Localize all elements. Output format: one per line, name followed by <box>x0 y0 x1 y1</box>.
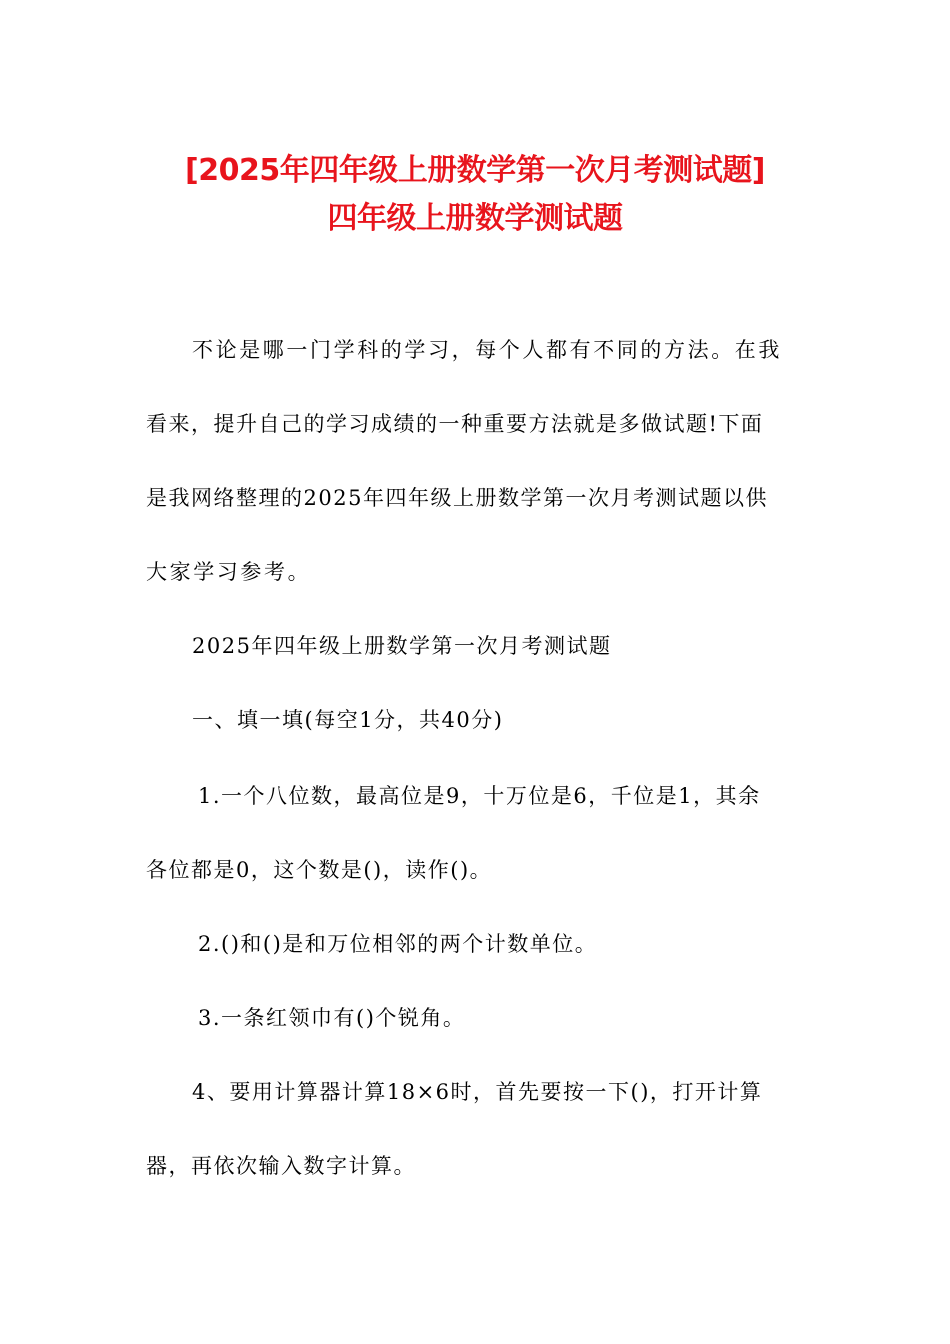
question-item: 4、要用计算器计算18×6时，首先要按一下()，打开计算 <box>192 1080 763 1104</box>
question-item-continued: 各位都是0，这个数是()，读作()。 <box>146 858 493 882</box>
paragraph-line: 不论是哪一门学科的学习，每个人都有不同的方法。在我 <box>192 338 782 362</box>
document-title-line-2: 四年级上册数学测试题 <box>327 201 623 236</box>
paragraph-line: 大家学习参考。 <box>146 560 312 584</box>
question-item: 1.一个八位数，最高位是9，十万位是6，千位是1，其余 <box>198 784 761 808</box>
question-group-heading: 一、填一填(每空1分，共40分) <box>192 708 504 732</box>
section-heading: 2025年四年级上册数学第一次月考测试题 <box>192 634 612 658</box>
paragraph-line: 是我网络整理的2025年四年级上册数学第一次月考测试题以供 <box>146 486 768 510</box>
document-title-line-1: [2025年四年级上册数学第一次月考测试题] <box>185 153 765 188</box>
question-item: 3.一条红领巾有()个锐角。 <box>198 1006 466 1030</box>
question-item-continued: 器，再依次输入数字计算。 <box>146 1154 416 1178</box>
question-item: 2.()和()是和万位相邻的两个计数单位。 <box>198 932 598 956</box>
paragraph-line: 看来，提升自己的学习成绩的一种重要方法就是多做试题!下面 <box>146 412 764 436</box>
